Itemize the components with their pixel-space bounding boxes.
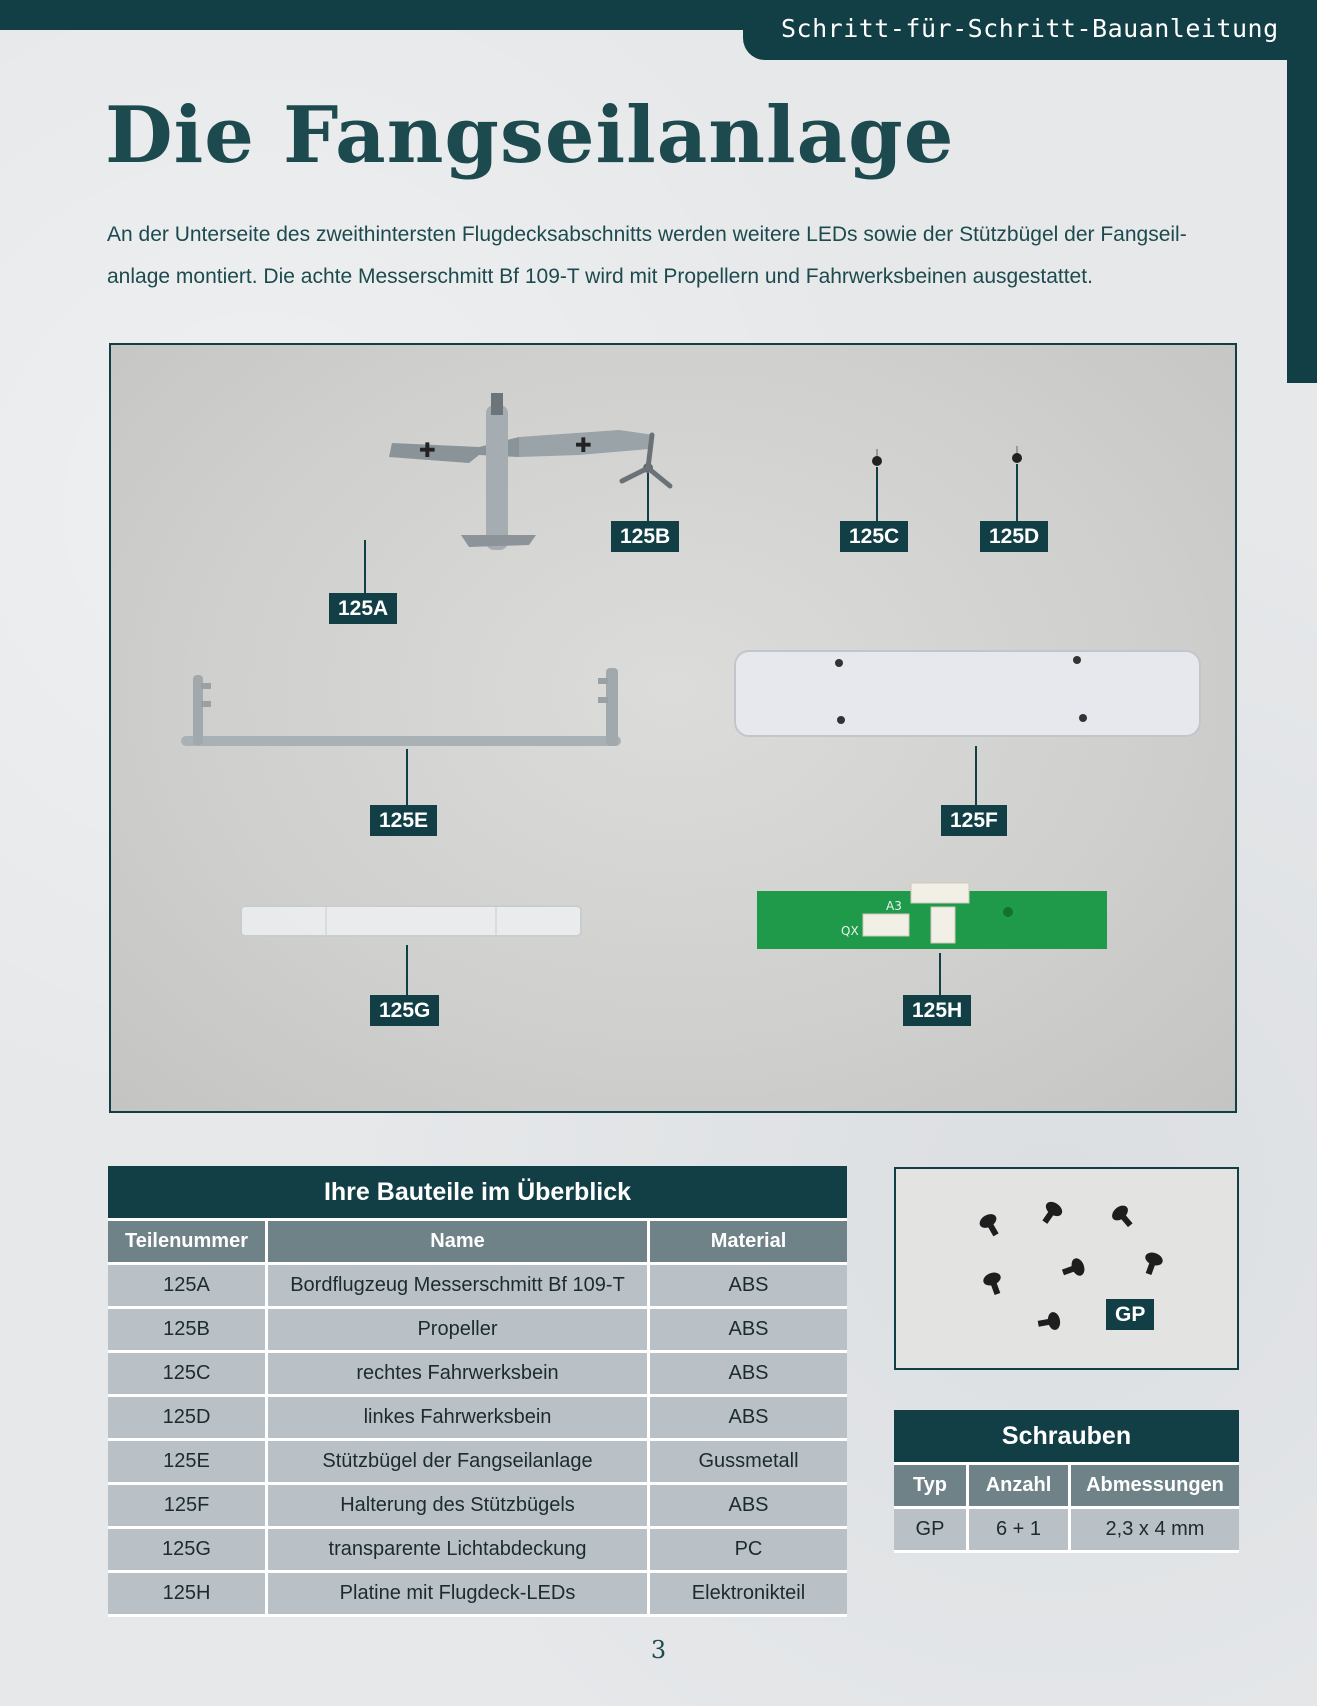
table-row [108,1308,847,1352]
part-name-cell: linkes Fahrwerksbein [267,1396,649,1440]
screw-count-cell: 6 + 1 [968,1508,1070,1552]
material-cell: ABS [649,1308,848,1352]
table-row [108,1572,847,1616]
right-accent-bar [1287,0,1317,383]
parts-table-caption: Ihre Bauteile im Überblick [108,1166,847,1220]
part-label-125h: 125H [903,995,971,1026]
right-landing-leg-image [872,449,882,466]
part-number-cell: 125C [108,1352,267,1396]
table-row [108,1528,847,1572]
part-name-cell: Halterung des Stützbügels [267,1484,649,1528]
material-cell: ABS [649,1352,848,1396]
parts-illustration [111,345,1237,1113]
screws-table [894,1410,1239,1553]
table-row [108,1264,847,1308]
material-cell: ABS [649,1396,848,1440]
part-number-cell: 125H [108,1572,267,1616]
part-name-cell: Stützbügel der Fangseilanlage [267,1440,649,1484]
screw-dimensions-cell: 2,3 x 4 mm [1070,1508,1240,1552]
table-row [108,1352,847,1396]
screws-photo [894,1167,1239,1370]
part-number-cell: 125G [108,1528,267,1572]
part-number-cell: 125D [108,1396,267,1440]
intro-paragraph: An der Unterseite des zweithintersten Flugdecksabschnitts werden weitere LEDs sowie der Stützbügel der Fangseil-anlage montiert. Die achte Messerschmitt Bf 109-T wird mit Propellern und Fahrwerksbeinen ausgestattet. [107,223,1187,288]
part-label-125f: 125F [941,805,1007,836]
column-header-type: Typ [894,1464,968,1508]
leader-line-c [876,467,878,521]
material-cell: Elektronikteil [649,1572,848,1616]
part-number-cell: 125B [108,1308,267,1352]
screws-illustration [896,1169,1239,1370]
bracket-holder-image [735,651,1200,736]
part-name-cell: Platine mit Flugdeck-LEDs [267,1572,649,1616]
left-landing-leg-image [1012,446,1022,463]
part-label-125e: 125E [370,805,437,836]
part-label-125g: 125G [370,995,439,1026]
page-number: 3 [650,1636,667,1664]
material-cell: ABS [649,1264,848,1308]
svg-text:✚: ✚ [419,438,436,462]
column-header-count: Anzahl [968,1464,1070,1508]
part-name-cell: Bordflugzeug Messerschmitt Bf 109-T [267,1264,649,1308]
part-label-125a: 125A [329,593,397,624]
part-label-125d: 125D [980,521,1048,552]
support-bracket-image [181,668,621,746]
part-label-125b: 125B [611,521,679,552]
screw-label-gp: GP [1106,1299,1154,1330]
material-cell: ABS [649,1484,848,1528]
material-cell: Gussmetall [649,1440,848,1484]
leader-line-d [1016,464,1018,521]
leader-line-f [975,746,977,806]
table-row [108,1440,847,1484]
screw-type-cell: GP [894,1508,968,1552]
part-number-cell: 125F [108,1484,267,1528]
part-number-cell: 125A [108,1264,267,1308]
part-name-cell: Propeller [267,1308,649,1352]
part-name-cell: rechtes Fahrwerksbein [267,1352,649,1396]
parts-overview-table [108,1166,847,1617]
section-title: Schritt-für-Schritt-Bauanleitung [781,14,1279,43]
column-header-name: Name [267,1220,649,1264]
part-name-cell: transparente Lichtabdeckung [267,1528,649,1572]
column-header-material: Material [649,1220,848,1264]
section-header-tab [743,0,1317,60]
pcb-label-qx: QX [841,924,859,938]
column-header-part-number: Teilenummer [108,1220,267,1264]
leader-line-b [647,473,649,521]
part-label-125c: 125C [840,521,908,552]
parts-photo [109,343,1237,1113]
transparent-cover-image [241,906,581,936]
leader-line-h [939,953,941,997]
material-cell: PC [649,1528,848,1572]
led-pcb-image [757,883,1107,949]
pcb-label-a3: A3 [886,899,902,913]
screws-table-caption: Schrauben [894,1410,1239,1464]
leader-line-g [406,945,408,997]
table-row [108,1484,847,1528]
leader-line-a [364,540,366,596]
leader-line-e [406,749,408,809]
table-row [108,1396,847,1440]
table-row [894,1508,1239,1552]
part-number-cell: 125E [108,1440,267,1484]
page-title: Die Fangseilanlage [105,90,955,181]
svg-text:✚: ✚ [575,433,592,457]
column-header-dimensions: Abmessungen [1070,1464,1240,1508]
